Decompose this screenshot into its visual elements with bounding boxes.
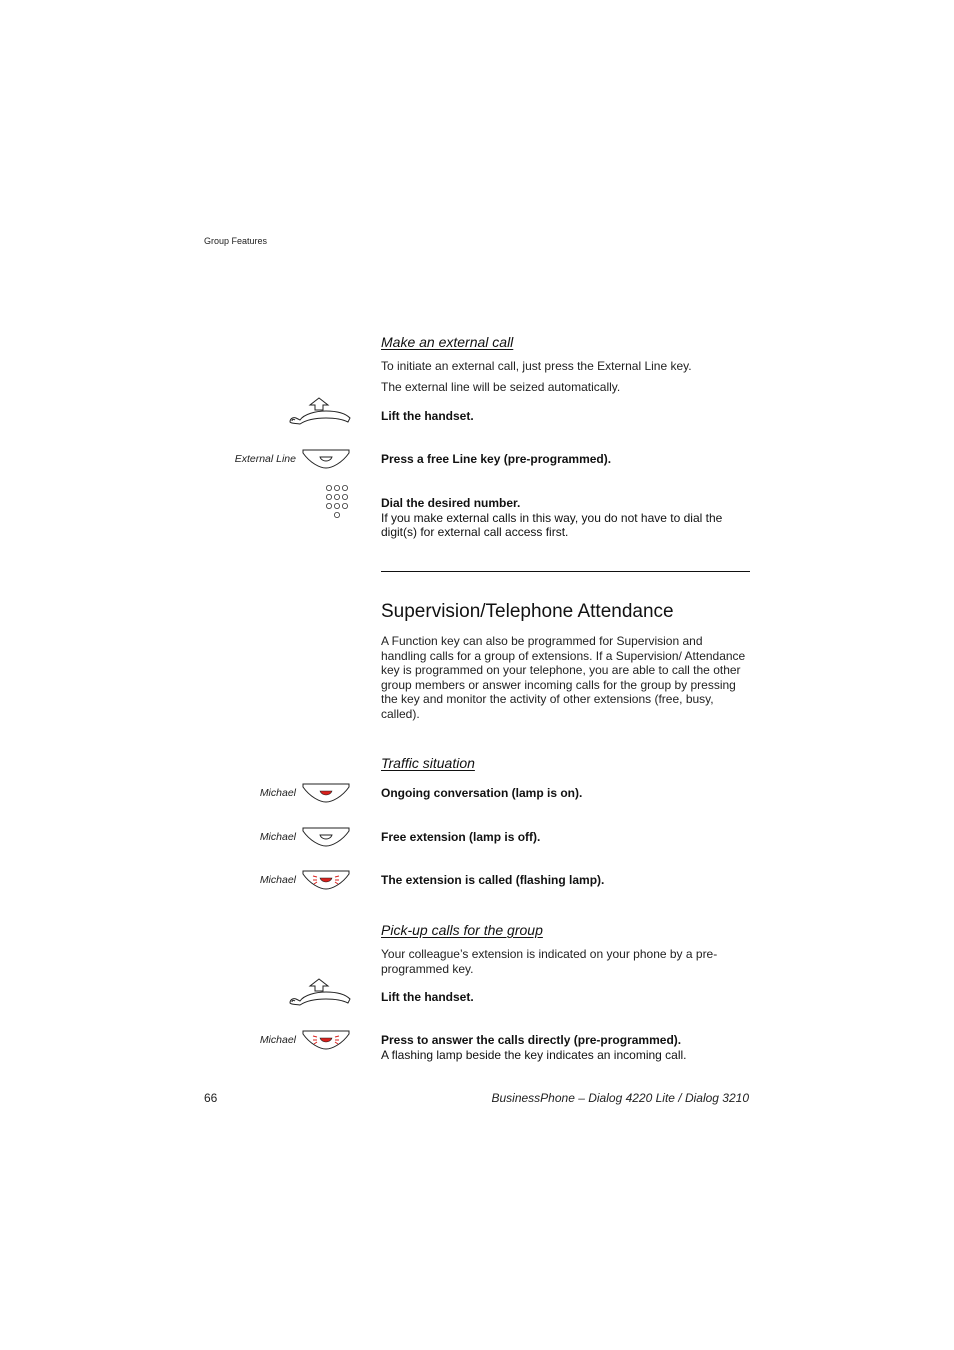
lamp-flashing-key-icon[interactable] bbox=[302, 1030, 350, 1050]
keypad-icon bbox=[325, 484, 351, 520]
traffic-text-2: Free extension (lamp is off). bbox=[381, 830, 541, 844]
handset-lift-icon bbox=[286, 396, 352, 426]
lamp-on-key-icon[interactable] bbox=[302, 783, 350, 803]
subheading-pickup: Pick-up calls for the group bbox=[381, 922, 543, 938]
traffic-label-3: Michael bbox=[259, 874, 296, 886]
external-step-dial-note: If you make external calls in this way, you do not have to dial the digit(s) for external call access first. bbox=[381, 510, 723, 539]
pickup-key-label: Michael bbox=[259, 1034, 296, 1046]
line-key-icon[interactable] bbox=[302, 449, 350, 469]
footer-product: BusinessPhone – Dialog 4220 Lite / Dialog 3210 bbox=[491, 1091, 749, 1105]
external-call-intro-2: The external line will be seized automatically. bbox=[381, 380, 621, 394]
handset-lift-icon bbox=[286, 977, 352, 1007]
pickup-intro: Your colleague’s extension is indicated on your phone by a pre-programmed key. bbox=[381, 947, 718, 976]
traffic-text-3: The extension is called (flashing lamp). bbox=[381, 873, 605, 887]
section-title-supervision: Supervision/Telephone Attendance bbox=[381, 601, 674, 622]
page-number: 66 bbox=[204, 1091, 218, 1105]
subheading-traffic: Traffic situation bbox=[381, 755, 475, 771]
external-call-intro-1: To initiate an external call, just press the External Line key. bbox=[381, 359, 692, 373]
section-divider bbox=[381, 571, 750, 572]
lamp-flashing-key-icon[interactable] bbox=[302, 870, 350, 890]
external-step-lift: Lift the handset. bbox=[381, 409, 474, 423]
pickup-step-lift: Lift the handset. bbox=[381, 990, 474, 1004]
traffic-label-1: Michael bbox=[259, 787, 296, 799]
subheading-external-call: Make an external call bbox=[381, 334, 514, 350]
lamp-off-key-icon[interactable] bbox=[302, 827, 350, 847]
pickup-step-answer-note: A flashing lamp beside the key indicates an incoming call. bbox=[381, 1047, 687, 1062]
supervision-body: A Function key can also be programmed for Supervision and handling calls for a group of extensions. If a Supervision/ Attendance key is programmed on your telephone, you are able to call the other group members or answer incoming calls for the group by pressing the key and monitor the activity of other extensions (free, busy, called). bbox=[381, 634, 746, 721]
traffic-text-1: Ongoing conversation (lamp is on). bbox=[381, 786, 583, 800]
pickup-step-answer: Press to answer the calls directly (pre-programmed). A flashing lamp beside the key indicates an incoming call. bbox=[381, 1033, 687, 1062]
external-line-label: External Line bbox=[234, 453, 296, 465]
external-step-dial: Dial the desired number. If you make external calls in this way, you do not have to dial the digit(s) for external call access first. bbox=[381, 496, 723, 539]
section-header: Group Features bbox=[204, 236, 268, 246]
external-step-line-key: Press a free Line key (pre-programmed). bbox=[381, 452, 612, 466]
traffic-label-2: Michael bbox=[259, 831, 296, 843]
